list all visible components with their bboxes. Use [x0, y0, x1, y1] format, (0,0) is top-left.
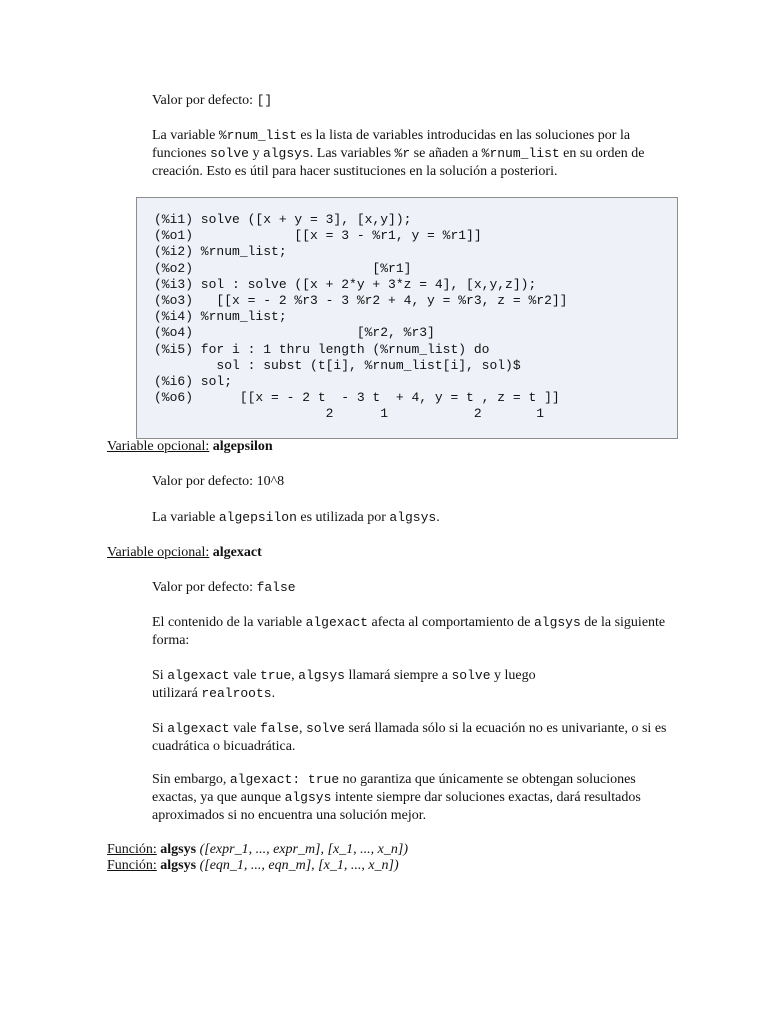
code-line: (%o4) [%r2, %r3]: [154, 325, 435, 341]
text: se añaden a: [410, 146, 482, 161]
text: ,: [291, 668, 299, 683]
function-args: ([expr_1, ..., expr_m], [x_1, ..., x_n]): [199, 842, 408, 857]
text: ,: [298, 721, 306, 736]
algexact-paragraph-2: [152, 667, 672, 703]
text: de la siguiente forma:: [152, 615, 666, 648]
code-line: (%i6) sol;: [154, 374, 233, 390]
text: y luego: [490, 668, 536, 683]
code-algexact: algexact: [167, 721, 230, 736]
function-signature: [107, 857, 399, 875]
code-line: (%o6) [[x = - 2 t - 3 t + 4, y = t , z = t ]]: [154, 390, 560, 406]
text: Si: [152, 721, 168, 736]
text: vale: [229, 668, 260, 683]
rnum-list-default: [152, 92, 672, 110]
definition-kind: Variable opcional:: [107, 439, 210, 454]
definition-name: algsys: [160, 842, 197, 857]
algepsilon-default: [152, 473, 672, 491]
code-algsys: algsys: [298, 668, 345, 683]
algexact-paragraph-4: [152, 771, 672, 825]
code-algexact: algexact: [167, 668, 230, 683]
text: Sin embargo,: [152, 772, 230, 787]
text: llamará siempre a: [344, 668, 452, 683]
text: .: [271, 686, 276, 701]
text: . Las variables: [309, 146, 395, 161]
algepsilon-description: [152, 509, 672, 527]
text: será llamada sólo si la ecuación no es univariante, o si es cuadrática o bicuadrática.: [152, 721, 667, 754]
text: La variable: [152, 128, 219, 143]
definition-name: algexact: [212, 545, 262, 560]
code-line: (%o3) [[x = - 2 %r3 - 3 %r2 + 4, y = %r3, z = %r2]]: [154, 293, 568, 309]
function-args: ([eqn_1, ..., eqn_m], [x_1, ..., x_n]): [199, 858, 399, 873]
code-line: (%i5) for i : 1 thru length (%rnum_list) do: [154, 341, 490, 357]
code-solve: solve: [305, 721, 345, 736]
code-line: (%i4) %rnum_list;: [154, 309, 287, 325]
definition-name: algepsilon: [212, 439, 273, 454]
code-solve: solve: [451, 668, 491, 683]
code-line: 2 1 2 1: [154, 406, 545, 422]
code-line: (%i2) %rnum_list;: [154, 244, 287, 260]
text: El contenido de la variable: [152, 615, 306, 630]
definition-name: algsys: [160, 858, 197, 873]
text: Si: [152, 668, 168, 683]
text: es la lista de variables introducidas en las soluciones por la funciones: [152, 128, 631, 161]
text: .: [436, 510, 440, 525]
code-algexact-true: algexact: true: [229, 772, 340, 787]
code-solve: solve: [209, 146, 249, 161]
default-label: Valor por defecto:: [152, 580, 257, 595]
code-algsys: algsys: [533, 615, 581, 630]
code-algsys: algsys: [389, 510, 437, 525]
code-line: (%o1) [[x = 3 - %r1, y = %r1]]: [154, 228, 482, 244]
code-example: [154, 212, 567, 423]
text: en su orden de creación. Esto es útil para hacer sustituciones en la solución a posteriori.: [152, 146, 645, 179]
code-rnum-list: %rnum_list: [481, 146, 560, 161]
default-value: false: [256, 580, 296, 595]
algexact-paragraph-1: [152, 614, 672, 650]
code-rnum-list: %rnum_list: [218, 128, 297, 143]
definition-kind: Función:: [107, 858, 157, 873]
text: afecta al comportamiento de: [367, 615, 534, 630]
code-example-box: [136, 197, 678, 439]
definition-kind: Función:: [107, 842, 157, 857]
algepsilon-heading: [107, 438, 273, 456]
default-label: Valor por defecto: 10^8: [152, 474, 285, 489]
code-line: (%o2) [%r1]: [154, 260, 412, 276]
code-algsys: algsys: [262, 146, 310, 161]
text: no garantiza que únicamente se obtengan soluciones exactas, ya que aunque: [152, 772, 636, 805]
code-algsys: algsys: [284, 790, 332, 805]
text: es utilizada por: [296, 510, 390, 525]
text: vale: [229, 721, 260, 736]
text: utilizará: [152, 686, 202, 701]
rnum-list-description: [152, 127, 672, 181]
default-value: []: [256, 93, 273, 108]
code-r: %r: [394, 146, 411, 161]
code-algexact: algexact: [305, 615, 368, 630]
code-true: true: [259, 668, 292, 683]
algexact-paragraph-3: [152, 720, 672, 756]
code-false: false: [259, 721, 299, 736]
text: intente siempre dar soluciones exactas, dará resultados aproximados si no encuentra una solución mejor.: [152, 790, 641, 823]
code-realroots: realroots: [201, 686, 272, 701]
code-line: sol : subst (t[i], %rnum_list[i], sol)$: [154, 357, 521, 373]
text: y: [248, 146, 263, 161]
default-label: Valor por defecto:: [152, 93, 257, 108]
code-line: (%i1) solve ([x + y = 3], [x,y]);: [154, 212, 412, 227]
code-algepsilon: algepsilon: [218, 510, 297, 525]
algexact-heading: [107, 544, 262, 562]
code-line: (%i3) sol : solve ([x + 2*y + 3*z = 4], [x,y,z]);: [154, 276, 537, 292]
algexact-default: [152, 579, 672, 597]
text: La variable: [152, 510, 219, 525]
definition-kind: Variable opcional:: [107, 545, 210, 560]
